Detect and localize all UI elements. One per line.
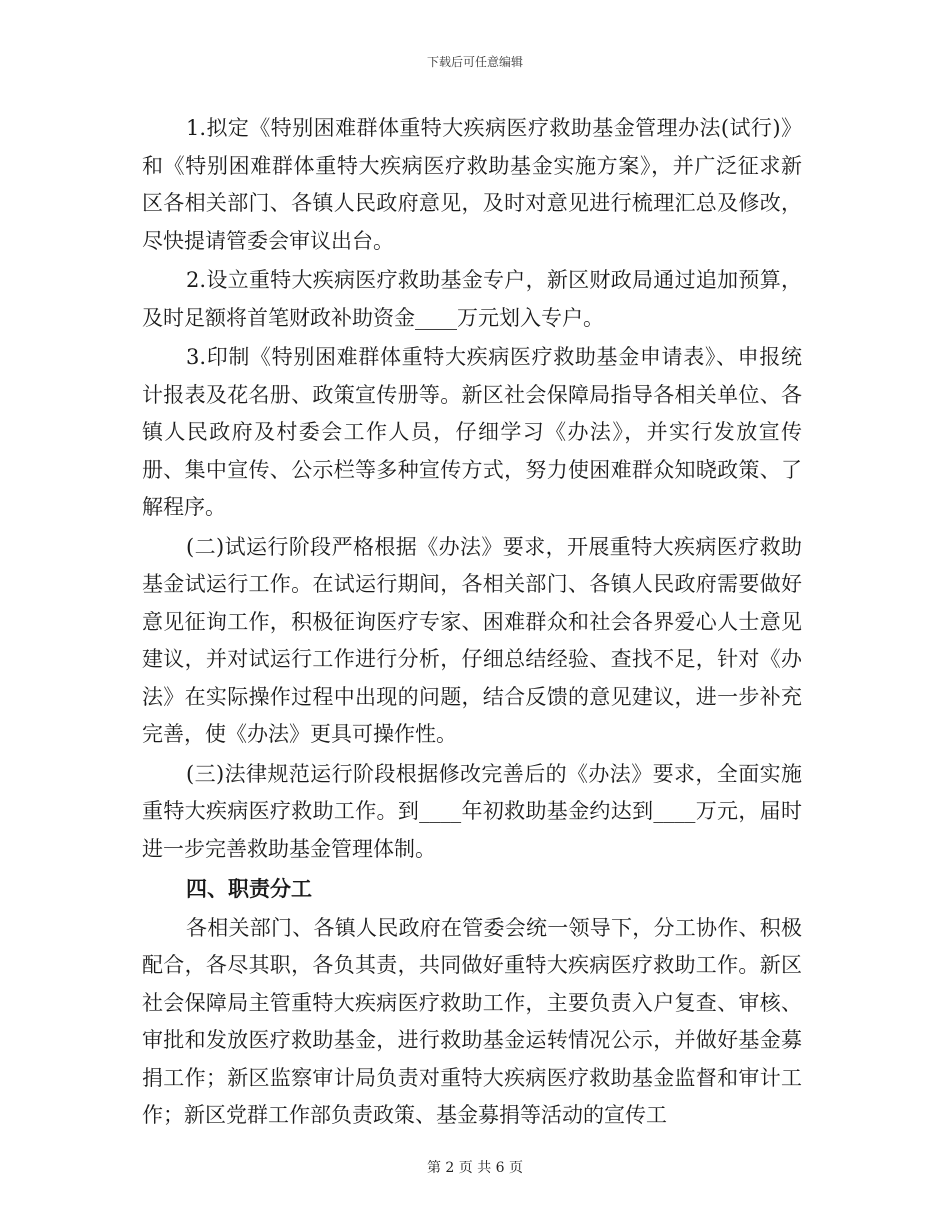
page-number-footer: 第 2 页 共 6 页 xyxy=(426,1160,524,1176)
section-heading: 四、职责分工 xyxy=(186,876,312,901)
paragraph-item-1: 1.拟定《特别困难群体重特大疾病医疗救助基金管理办法(试行)》和《特别困难群体重特大疾病医疗救助基金实施方案》，并广泛征求新区各相关部门、各镇人民政府意见，及时对意见进行梳理汇总及修改，尽快提请管委会审议出台。 xyxy=(142,116,802,253)
paragraph-section-3: (三)法律规范运行阶段根据修改完善后的《办法》要求，全面实施重特大疾病医疗救助工作。到____年初救助基金约达到____万元，届时进一步完善救助基金管理体制。 xyxy=(142,761,802,861)
page-header: 下载后可任意编辑 xyxy=(426,55,523,69)
paragraph-item-3: 3.印制《特别困难群体重特大疾病医疗救助基金申请表》、申报统计报表及花名册、政策宣传册等。新区社会保障局指导各相关单位、各镇人民政府及村委会工作人员，仔细学习《办法》，并实行发放宣传册、集中宣传、公示栏等多种宣传方式，努力使困难群众知晓政策、了解程序。 xyxy=(142,345,802,519)
document-body xyxy=(142,110,802,1137)
paragraph-section-2: (二)试运行阶段严格根据《办法》要求，开展重特大疾病医疗救助基金试运行工作。在试运行期间，各相关部门、各镇人民政府需要做好意见征询工作，积极征询医疗专家、困难群众和社会各界爱心人士意见建议，并对试运行工作进行分析，仔细总结经验、查找不足，针对《办法》在实际操作过程中出现的问题，结合反馈的意见建议，进一步补充完善，使《办法》更具可操作性。 xyxy=(142,534,802,746)
paragraph-item-2: 2.设立重特大疾病医疗救助基金专户，新区财政局通过追加预算，及时足额将首笔财政补助资金____万元划入专户。 xyxy=(142,268,802,330)
paragraph-duties: 各相关部门、各镇人民政府在管委会统一领导下，分工协作、积极配合，各尽其职，各负其责，共同做好重特大疾病医疗救助工作。新区社会保障局主管重特大疾病医疗救助工作，主要负责入户复查、审核、审批和发放医疗救助基金，进行救助基金运转情况公示，并做好基金募捐工作；新区监察审计局负责对重特大疾病医疗救助基金监督和审计工作；新区党群工作部负责政策、基金募捐等活动的宣传工 xyxy=(142,915,802,1127)
